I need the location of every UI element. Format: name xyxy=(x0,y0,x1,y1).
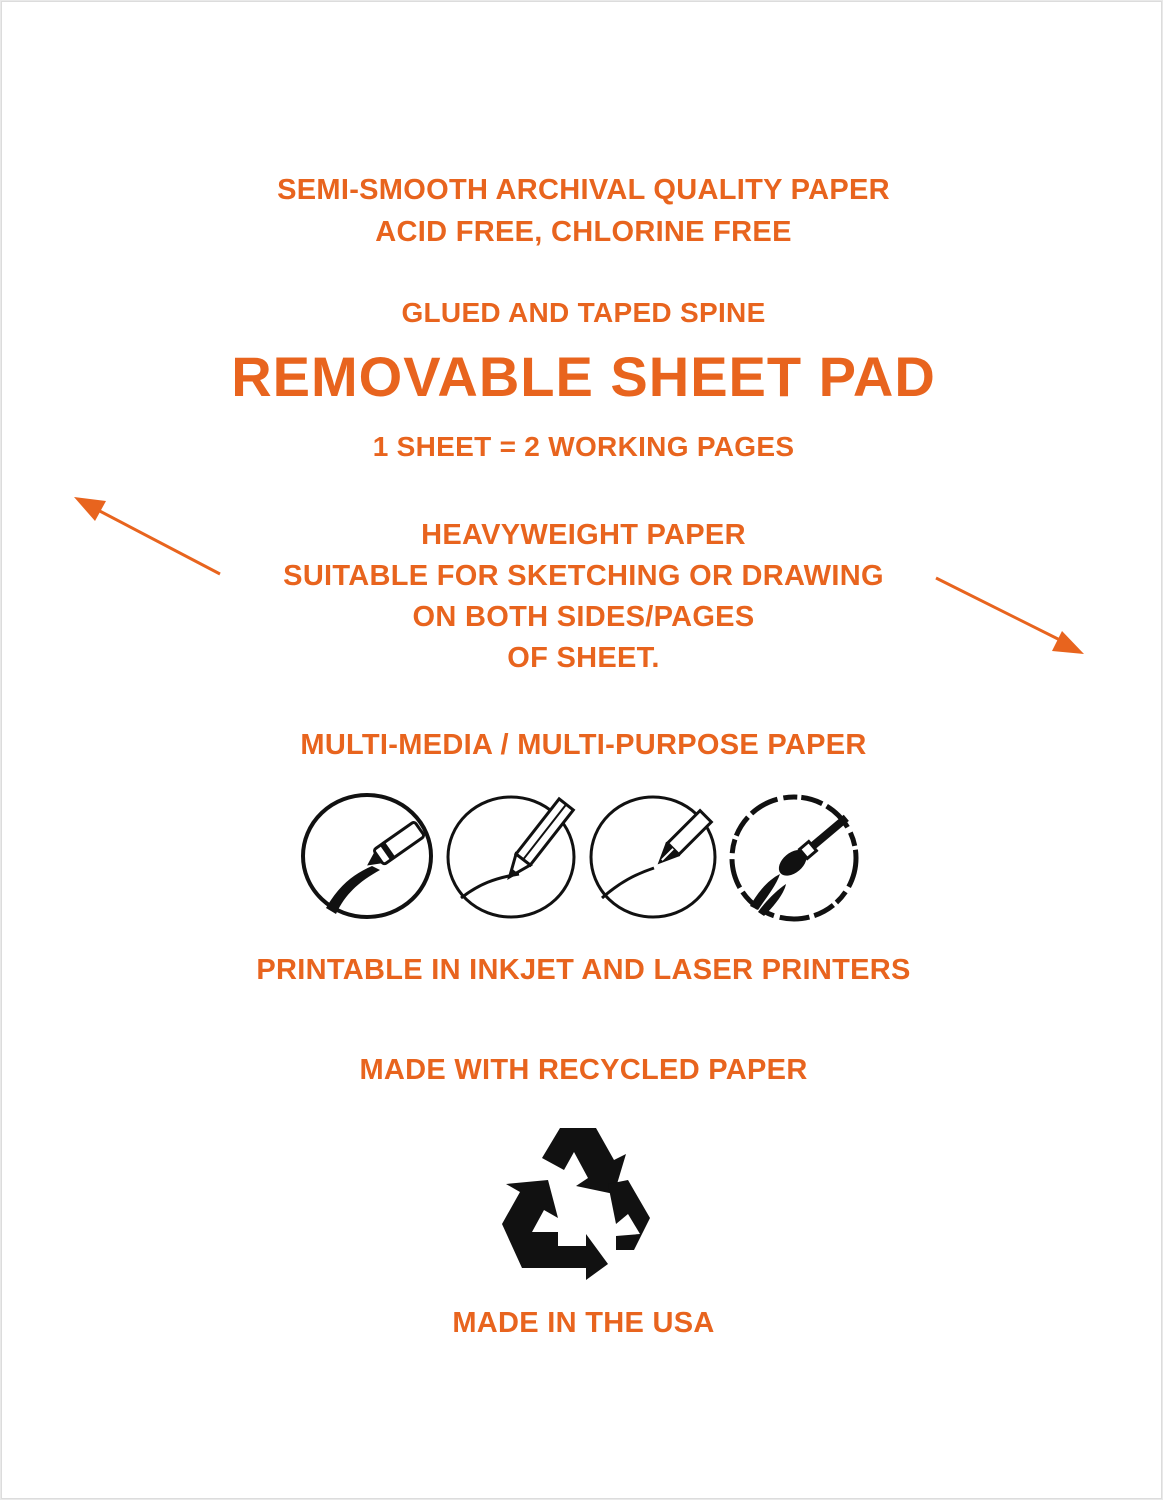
paintbrush-icon xyxy=(728,794,862,922)
of-sheet-text: OF SHEET. xyxy=(507,642,660,674)
arrow-down-right-icon xyxy=(930,570,1092,662)
heavyweight-text: HEAVYWEIGHT PAPER xyxy=(421,519,746,551)
made-in-usa-text: MADE IN THE USA xyxy=(452,1307,715,1339)
spine-text: GLUED AND TAPED SPINE xyxy=(401,297,766,328)
pencil-icon xyxy=(443,794,579,920)
fountain-pen-icon xyxy=(586,794,720,920)
recycled-text: MADE WITH RECYCLED PAPER xyxy=(359,1054,808,1086)
multimedia-text: MULTI-MEDIA / MULTI-PURPOSE PAPER xyxy=(300,729,867,761)
marker-icon xyxy=(300,792,436,920)
working-pages-text: 1 SHEET = 2 WORKING PAGES xyxy=(372,431,795,462)
archival-quality-text: SEMI-SMOOTH ARCHIVAL QUALITY PAPER xyxy=(277,174,890,206)
suitable-text: SUITABLE FOR SKETCHING OR DRAWING xyxy=(283,560,884,592)
printable-text: PRINTABLE IN INKJET AND LASER PRINTERS xyxy=(256,954,911,986)
paper-sheet xyxy=(2,2,1161,1498)
arrow-up-left-icon xyxy=(68,488,228,584)
recycle-icon xyxy=(498,1120,664,1282)
acid-free-text: ACID FREE, CHLORINE FREE xyxy=(375,216,792,248)
both-sides-text: ON BOTH SIDES/PAGES xyxy=(412,601,755,633)
title-text: REMOVABLE SHEET PAD xyxy=(231,345,936,408)
